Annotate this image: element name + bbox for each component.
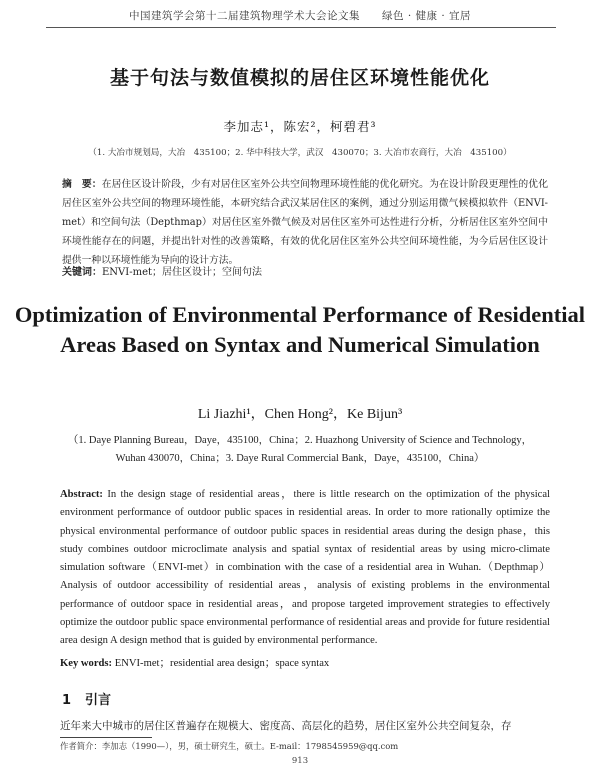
abstract-cn-text: 在居住区设计阶段，少有对居住区室外公共空间物理环境性能的优化研究。为在设计阶段更理性的优化居住区室外公共空间的物理环境性能，本研究结合武汉某居住区的案例，通过分别运用微气候模拟软件（ENVI-met）和空间句法（Depthmap）对居住区室外微气候及对居住区室外可达性进行分析，分析居住区室外空间中环境性能存在的问题，并提出针对性的改善策略，有效的优化居住区室外公共空间环境性能，为今后居住区设计提供一种以环境性能为导向的设计方法。 <box>62 179 549 266</box>
keywords-en-label: Key words: <box>60 658 113 669</box>
section-number: 1 <box>62 693 72 708</box>
keywords-en <box>60 655 550 670</box>
abstract-cn <box>62 175 548 270</box>
keywords-en-text: ENVI-met；residential area design；space syntax <box>114 658 330 669</box>
abstract-en-label: Abstract: <box>60 489 103 500</box>
abstract-en <box>60 486 550 651</box>
section-heading <box>62 689 111 708</box>
authors-en: Li Jiazhi¹，Chen Hong²，Ke Bijun³ <box>197 407 403 422</box>
authors-cn: 李加志¹，陈宏²，柯碧君³ <box>223 119 377 134</box>
abstract-cn-label: 摘 要： <box>62 179 102 190</box>
footnote-rule <box>60 737 152 738</box>
author-footnote: 作者简介：李加志（1990—），男，硕士研究生，硕士。E-mail：1798545959@qq.com <box>60 741 399 751</box>
affiliation-cn: （1. 大冶市规划局，大冶 435100；2. 华中科技大学，武汉 430070；3. 大冶市农商行，大冶 435100） <box>88 148 512 158</box>
affiliation-en: （1. Daye Planning Bureau，Daye，435100，China；2. Huazhong University of Science and Technology，Wuhan 430070，China；3. Daye Rural Commercial Bank，Daye，435100，China） <box>67 435 533 464</box>
header-rule <box>46 27 556 28</box>
keywords-cn <box>62 263 548 278</box>
section-title: 引言 <box>85 693 112 708</box>
intro-paragraph: 近年来大中城市的居住区普遍存在规模大、密度高、高层化的趋势，居住区室外公共空间复杂，存 <box>60 720 512 732</box>
keywords-cn-text: ENVI-met；居住区设计；空间句法 <box>102 267 263 278</box>
paper-title-cn: 基于句法与数值模拟的居住区环境性能优化 <box>109 67 490 89</box>
page-number: 913 <box>291 756 309 766</box>
abstract-en-text: In the design stage of residential areas，there is little research on the optimization of the physical environment performance of outdoor public spaces in residential areas. In order to more rationally optimize the physical environmental performance of outdoor public spaces in residential areas during the design phase，this study combines outdoor microclimate analysis and spatial syntax of residential areas by using micro-climate simulation software（ENVI-met）in combination with the case of a residential area in Wuhan.（Depthmap）Analysis of outdoor accessibility of residential areas，analysis of existing problems in the environmental performance of outdoor space in residential areas，and propose targeted improvement strategies to effectively optimize the outdoor public space environmental performance of residential areas and provide for future residential area design A design method that is guided by environmental performance. <box>60 489 550 647</box>
keywords-cn-label: 关键词： <box>62 267 102 278</box>
running-header: 中国建筑学会第十二届建筑物理学术大会论文集 绿色 · 健康 · 宜居 <box>128 10 472 22</box>
paper-title-en: Optimization of Environmental Performance of Residential Areas Based on Syntax and Numerical Simulation <box>14 302 586 357</box>
